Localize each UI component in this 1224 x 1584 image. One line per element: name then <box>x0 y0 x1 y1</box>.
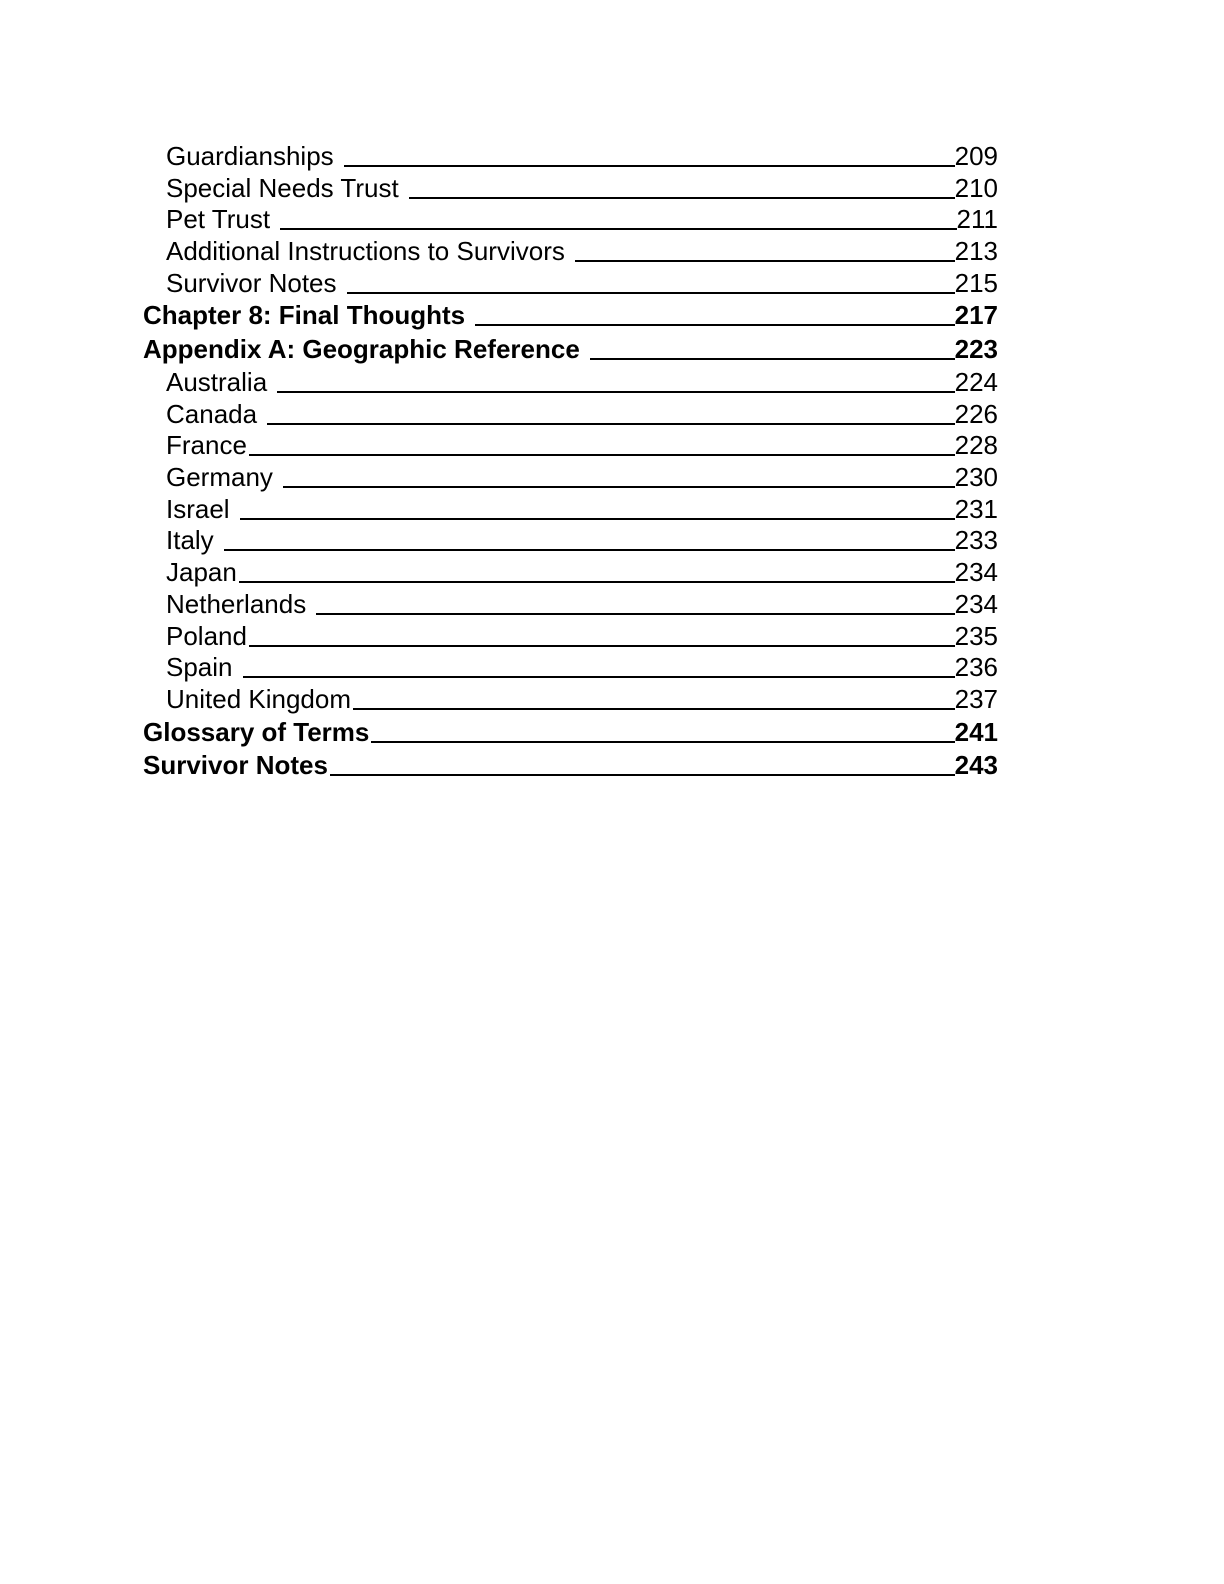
toc-entry-title: Additional Instructions to Survivors <box>166 236 565 267</box>
toc-entry[interactable] <box>143 494 998 526</box>
toc-entry-title: Appendix A: Geographic Reference <box>143 334 580 365</box>
toc-entry-page-number: 241 <box>954 716 998 747</box>
toc-entry-title: Japan <box>166 557 237 588</box>
toc-entry[interactable] <box>143 268 998 300</box>
toc-entry[interactable] <box>143 173 998 205</box>
toc-entry[interactable] <box>143 589 998 621</box>
toc-entry-page-number: 213 <box>954 236 998 267</box>
toc-entry-page-number: 230 <box>954 462 998 493</box>
toc-entry[interactable] <box>143 462 998 494</box>
toc-entry-title: Poland <box>166 620 247 651</box>
toc-entry-title: France <box>166 430 247 461</box>
toc-entry-title: Netherlands <box>166 588 307 619</box>
toc-leader-line <box>249 454 955 456</box>
toc-entry-title: Survivor Notes <box>143 750 328 781</box>
toc-leader-line <box>371 741 954 743</box>
toc-leader-line <box>316 613 954 615</box>
toc-entry-title: Guardianships <box>166 141 334 171</box>
toc-entry-page-number: 210 <box>954 172 998 203</box>
toc-entry[interactable] <box>143 621 998 653</box>
toc-leader-line <box>243 676 955 678</box>
toc-entry-page-number: 234 <box>954 588 998 619</box>
toc-entry-title: Canada <box>166 398 258 429</box>
toc-entry-page-number: 237 <box>954 683 998 714</box>
toc-leader-line <box>224 549 955 551</box>
toc-entry-page-number: 236 <box>954 652 998 683</box>
toc-entry-title: Special Needs Trust <box>166 172 399 203</box>
toc-leader-line <box>575 260 955 262</box>
toc-leader-line <box>344 165 955 167</box>
toc-entry-title: Chapter 8: Final Thoughts <box>143 300 466 331</box>
toc-leader-line <box>277 391 954 393</box>
toc-entry[interactable] <box>143 333 998 367</box>
toc-entry[interactable] <box>143 652 998 684</box>
toc-entry-page-number: 231 <box>954 493 998 524</box>
toc-entry[interactable] <box>143 749 998 783</box>
toc-entry-page-number: 233 <box>954 525 998 556</box>
toc-leader-line <box>239 581 955 583</box>
toc-leader-line <box>347 292 955 294</box>
toc-entry-page-number: 209 <box>954 141 998 171</box>
toc-entry-title: Spain <box>166 652 233 683</box>
toc-entry[interactable] <box>143 430 998 462</box>
toc-leader-line <box>283 486 955 488</box>
toc-entry-title: Germany <box>166 462 273 493</box>
toc-entry-page-number: 226 <box>954 398 998 429</box>
toc-leader-line <box>330 774 955 776</box>
toc-entry-page-number: 234 <box>954 557 998 588</box>
toc-entry[interactable] <box>143 299 998 333</box>
toc-leader-line <box>267 423 955 425</box>
toc-entry-title: Australia <box>166 367 268 398</box>
toc-leader-line <box>240 518 955 520</box>
toc-entry[interactable] <box>143 399 998 431</box>
toc-entry[interactable] <box>143 204 998 236</box>
toc-entry-title: Glossary of Terms <box>143 716 370 747</box>
toc-leader-line <box>409 197 955 199</box>
toc-leader-line <box>475 324 955 326</box>
toc-entry-title: Israel <box>166 493 230 524</box>
table-of-contents <box>143 141 998 783</box>
toc-entry[interactable] <box>143 367 998 399</box>
toc-entry-page-number: 224 <box>954 367 998 398</box>
toc-entry-page-number: 228 <box>954 430 998 461</box>
toc-entry[interactable] <box>143 236 998 268</box>
toc-entry[interactable] <box>143 557 998 589</box>
toc-entry-title: United Kingdom <box>166 683 351 714</box>
toc-entry[interactable] <box>143 716 998 750</box>
toc-leader-line <box>590 358 955 360</box>
toc-entry-title: Pet Trust <box>166 204 271 235</box>
toc-entry[interactable] <box>143 525 998 557</box>
toc-entry-page-number: 217 <box>954 300 998 331</box>
toc-leader-line <box>353 708 955 710</box>
toc-entry-page-number: 211 <box>956 204 998 235</box>
toc-entry-page-number: 235 <box>954 620 998 651</box>
toc-entry[interactable] <box>143 141 998 173</box>
toc-entry-page-number: 215 <box>954 267 998 298</box>
toc-entry-page-number: 243 <box>954 750 998 781</box>
toc-entry-title: Survivor Notes <box>166 267 337 298</box>
toc-leader-line <box>249 645 955 647</box>
toc-leader-line <box>280 228 957 230</box>
toc-entry[interactable] <box>143 684 998 716</box>
toc-entry-page-number: 223 <box>954 334 998 365</box>
toc-entry-title: Italy <box>166 525 214 556</box>
